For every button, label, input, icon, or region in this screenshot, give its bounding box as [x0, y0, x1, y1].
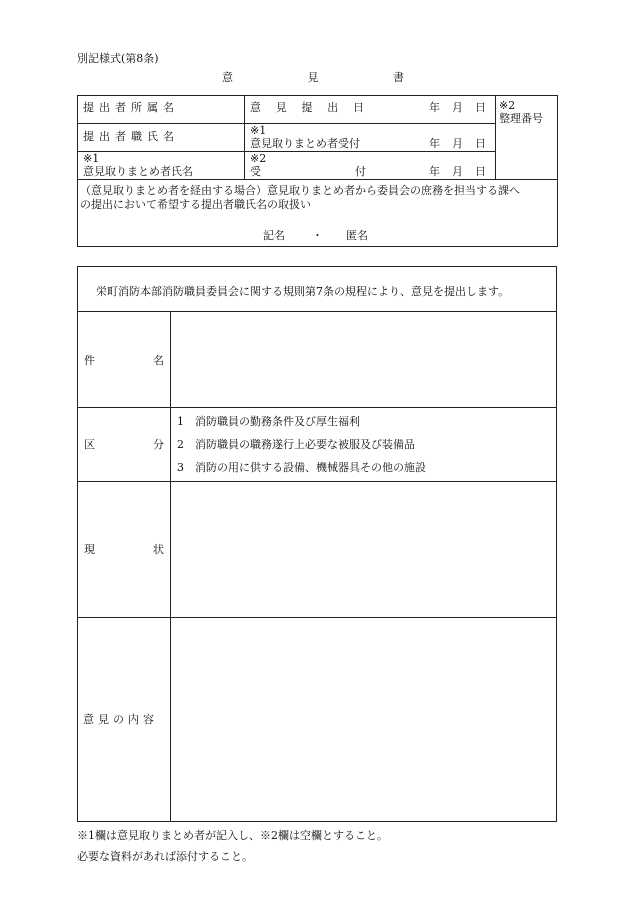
option-text: 消防職員の勤務条件及び厚生福利: [195, 415, 360, 428]
status-label: [84, 543, 164, 556]
receipt-label: [250, 165, 366, 178]
title-char: 書: [393, 71, 404, 84]
option-number: 3: [177, 461, 184, 474]
col-divider: [244, 95, 245, 179]
title-char: 見: [307, 71, 319, 84]
label-char: 意: [250, 101, 261, 114]
receipt-date-field[interactable]: [429, 137, 486, 150]
year-label: 年: [429, 137, 440, 150]
content-label: 意見の内容: [83, 713, 158, 726]
day-label: 日: [475, 101, 486, 114]
handling-text: （意見取りまとめ者を経由する場合）意見取りまとめ者から委員会の庶務を担当する課へ: [80, 184, 520, 197]
day-label: 日: [475, 137, 486, 150]
subject-field[interactable]: [171, 312, 556, 406]
opinion-date-field[interactable]: [429, 101, 486, 114]
anonymous-option[interactable]: 匿名: [346, 229, 368, 242]
status-field[interactable]: [171, 482, 556, 616]
label-char: 現: [84, 543, 95, 556]
option-separator: ・: [312, 229, 323, 242]
category-label: [84, 438, 164, 451]
year-label: 年: [429, 165, 440, 178]
content-field[interactable]: [171, 618, 556, 821]
label-char: 名: [153, 354, 164, 367]
col-divider: [495, 95, 496, 179]
receipt-date-field-2[interactable]: [429, 165, 486, 178]
label-char: 分: [153, 438, 164, 451]
label-char: 出: [327, 101, 339, 114]
month-label: 月: [452, 165, 463, 178]
note1-mark: ※1: [83, 152, 100, 165]
label-char: 受: [250, 165, 261, 178]
row-divider: [77, 123, 495, 124]
label-char: 付: [355, 165, 366, 178]
option-text: 消防の用に供する設備、機械器具その他の施設: [195, 461, 426, 474]
option-number: 1: [177, 415, 184, 428]
label-char: 提: [301, 101, 313, 114]
label-char: 状: [153, 543, 164, 556]
handling-text: の提出において希望する提出者職氏名の取扱い: [80, 198, 311, 211]
opinion-date-label: [250, 101, 364, 114]
submission-statement: 栄町消防本部消防職員委員会に関する規則第7条の規程により、意見を提出します。: [96, 285, 510, 298]
label-char: 件: [84, 354, 95, 367]
submitter-dept-label: 提出者所属名: [83, 101, 179, 114]
label-char: 日: [353, 101, 364, 114]
note2-mark: ※2: [499, 99, 516, 112]
note1-mark: ※1: [250, 124, 267, 137]
signed-option[interactable]: 記名: [263, 229, 285, 242]
row-divider: [77, 407, 557, 408]
month-label: 月: [452, 101, 463, 114]
option-number: 2: [177, 438, 184, 451]
note2-mark: ※2: [250, 152, 267, 165]
year-label: 年: [429, 101, 440, 114]
title-char: 意: [222, 71, 233, 84]
label-char: 区: [84, 438, 95, 451]
form-reference: 別記様式(第8条): [77, 52, 159, 65]
coordinator-name-label: 意見取りまとめ者氏名: [83, 165, 193, 178]
label-char: 見: [275, 101, 287, 114]
row-divider: [77, 151, 495, 152]
ref-no-label: 整理番号: [499, 112, 543, 125]
coordinator-receipt-label: 意見取りまとめ者受付: [250, 137, 360, 150]
footer-note-2: 必要な資料があれば添付すること。: [77, 850, 253, 863]
option-text: 消防職員の職務遂行上必要な被服及び装備品: [195, 438, 415, 451]
subject-label: [84, 354, 164, 367]
row-divider: [77, 179, 558, 180]
day-label: 日: [475, 165, 486, 178]
form-title: [222, 71, 404, 84]
submitter-name-label: 提出者職氏名: [83, 130, 179, 143]
footer-note-1: ※1欄は意見取りまとめ者が記入し、※2欄は空欄とすること。: [77, 829, 388, 842]
month-label: 月: [452, 137, 463, 150]
